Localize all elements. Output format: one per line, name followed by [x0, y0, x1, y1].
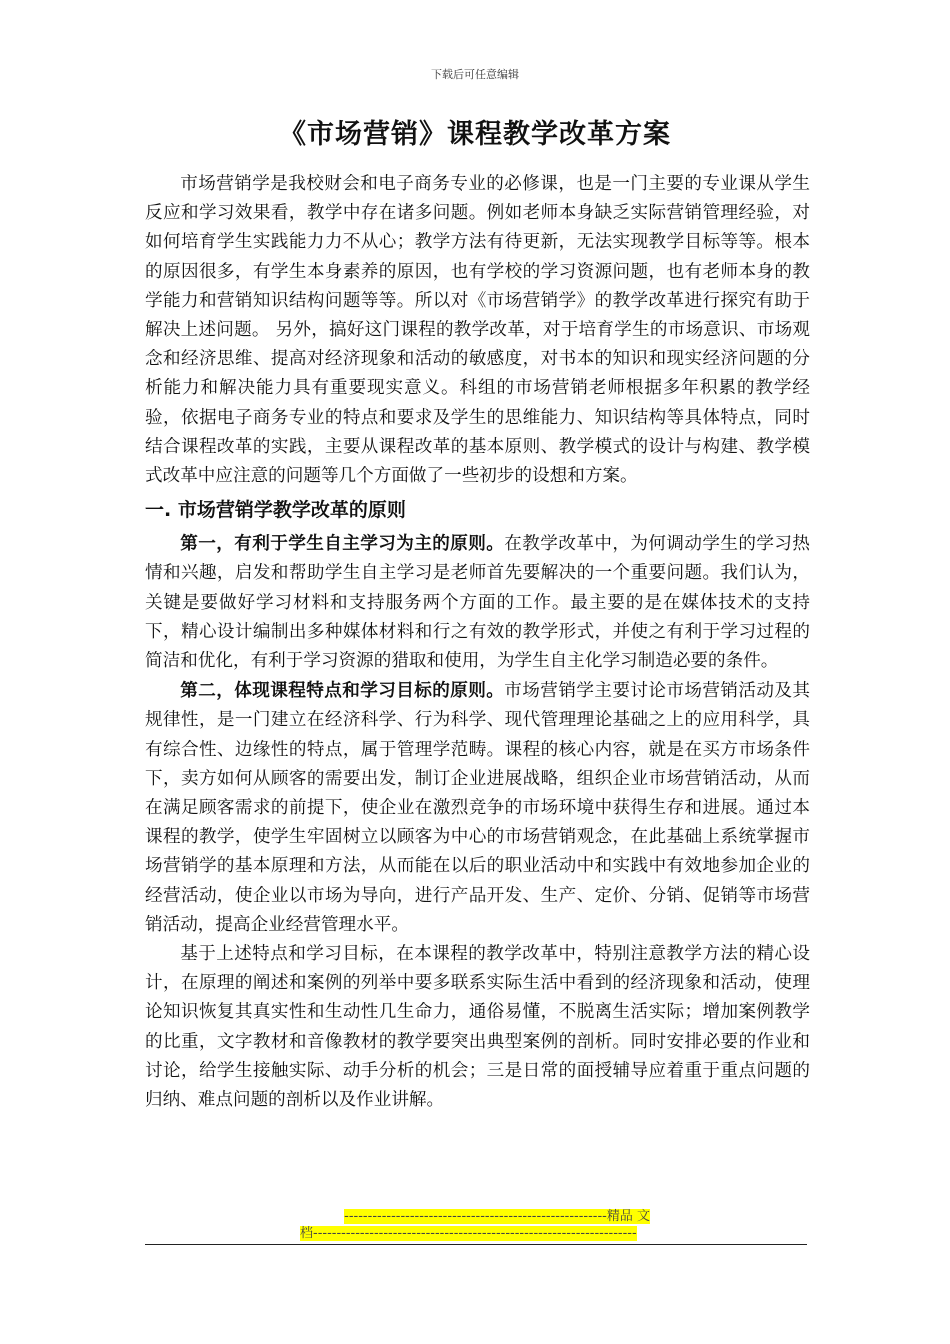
principle-one-lead: 第一，有利于学生自主学习为主的原则。	[180, 533, 505, 555]
footer-line-1: --------------------------------------------------------精品 文	[344, 1209, 650, 1224]
document-title: 《市场营销》课程教学改革方案	[279, 119, 671, 150]
principle-one-text: 在教学改革中，为何调动学生的学习热情和兴趣，启发和帮助学生自主学习是老师首先要解决的一个重要问题。我们认为，关键是要做好学习材料和支持服务两个方面的工作。最主要的是在媒体技术的支持下，精心设计编制出多种媒体材料和行之有效的教学形式，并使之有利于学习过程的简洁和优化，有利于学习资源的猎取和使用，为学生自主化学习制造必要的条件。	[145, 534, 810, 672]
document-body	[145, 170, 810, 1115]
section-heading-principles: 一. 市场营销学教学改革的原则	[145, 499, 406, 522]
page-header-note: 下载后可任意编辑	[431, 68, 519, 81]
principle-two-text: 市场营销学主要讨论市场营销活动及其规律性，是一门建立在经济科学、行为科学、现代管理理论基础之上的应用科学，具有综合性、边缘性的特点，属于管理学范畴。课程的核心内容，就是在买方市场条件下，卖方如何从顾客的需要出发，制订企业进展战略，组织企业市场营销活动，从而在满足顾客需求的前提下，使企业在激烈竞争的市场环境中获得生存和进展。通过本课程的教学，使学生牢固树立以顾客为中心的市场营销观念，在此基础上系统掌握市场营销学的基本原理和方法，从而能在以后的职业活动中和实践中有效地参加企业的经营活动，使企业以市场为导向，进行产品开发、生产、定价、分销、促销等市场营销活动，提高企业经营管理水平。	[145, 681, 810, 935]
footer-watermark	[300, 1208, 650, 1244]
principle-two-paragraph	[145, 676, 810, 940]
intro-paragraph: 市场营销学是我校财会和电子商务专业的必修课，也是一门主要的专业课从学生反应和学习效果看，教学中存在诸多问题。例如老师本身缺乏实际营销管理经验，对如何培育学生实践能力力不从心；教学方法有待更新，无法实现教学目标等等。根本的原因很多，有学生本身素养的原因，也有学校的学习资源问题，也有老师本身的教学能力和营销知识结构问题等等。所以对《市场营销学》的教学改革进行探究有助于解决上述问题。 另外，搞好这门课程的教学改革，对于培育学生的市场意识、市场观念和经济思维、提高对经济现象和活动的敏感度，对书本的知识和现实经济问题的分析能力和解决能力具有重要现实意义。科组的市场营销老师根据多年积累的教学经验，依据电子商务专业的特点和要求及学生的思维能力、知识结构等具体特点，同时结合课程改革的实践，主要从课程改革的基本原则、教学模式的设计与构建、教学模式改革中应注意的问题等几个方面做了一些初步的设想和方案。	[145, 174, 810, 487]
principle-two-lead: 第二，体现课程特点和学习目标的原则。	[180, 680, 505, 702]
footer-line-2: 档---------------------------------------------------------------------	[300, 1226, 637, 1241]
principle-one-paragraph	[145, 529, 810, 676]
footer-divider	[145, 1244, 807, 1245]
teaching-method-paragraph: 基于上述特点和学习目标，在本课程的教学改革中，特别注意教学方法的精心设计，在原理的阐述和案例的列举中要多联系实际生活中看到的经济现象和活动，使理论知识恢复其真实性和生动性几生命力，通俗易懂，不脱离生活实际；增加案例教学的比重，文字教材和音像教材的教学要突出典型案例的剖析。同时安排必要的作业和讨论，给学生接触实际、动手分析的机会；三是日常的面授辅导应着重于重点问题的归纳、难点问题的剖析以及作业讲解。	[145, 944, 810, 1111]
